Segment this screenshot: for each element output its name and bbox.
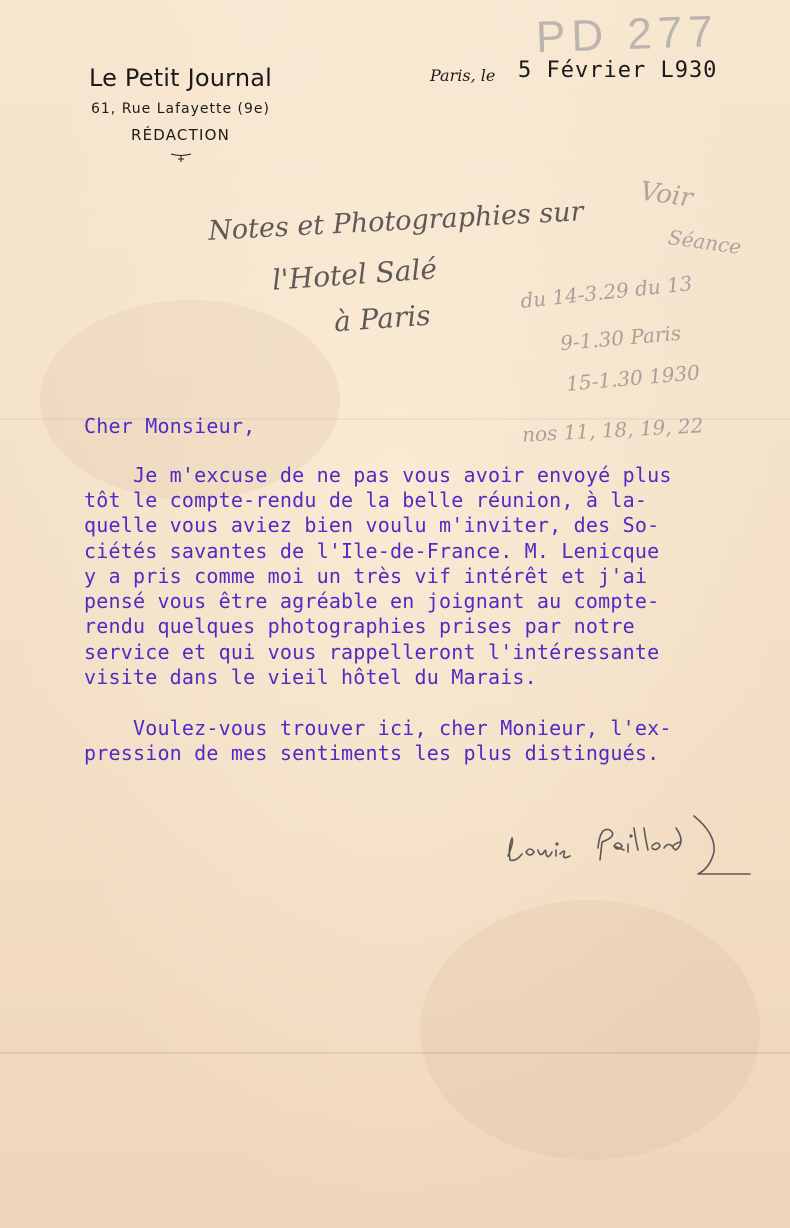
place-label: Paris, le — [430, 66, 496, 85]
paragraph-line: pression de mes sentiments les plus distingués. — [84, 741, 660, 765]
paragraph-line: Voulez-vous trouver ici, cher Monieur, l'ex- — [84, 716, 672, 740]
session-note-line: du 14-3.29 du 13 — [519, 271, 694, 313]
paper-stain — [420, 900, 760, 1160]
subject-note-line: Notes et Photographies sur — [207, 196, 585, 247]
paragraph-line: ciétés savantes de l'Ile-de-France. M. Lenicque — [84, 539, 660, 563]
call-number-annotation: PD 277 — [535, 6, 720, 63]
letterhead-title: Le Petit Journal — [88, 64, 273, 92]
paragraph-line: y a pris comme moi un très vif intérêt et j'ai — [84, 564, 648, 588]
references-note: nos 11, 18, 19, 22 — [521, 413, 704, 447]
signature — [500, 808, 760, 888]
session-note-line: 15-1.30 1930 — [565, 360, 701, 396]
paragraph-line: rendu quelques photographies prises par notre — [84, 614, 635, 638]
paragraph-line: quelle vous aviez bien voulu m'inviter, des So- — [84, 513, 660, 537]
paragraph-line: tôt le compte-rendu de la belle réunion, à la- — [84, 488, 648, 512]
paragraph-line: visite dans le vieil hôtel du Marais. — [84, 665, 537, 689]
paper-fold-line — [0, 1052, 790, 1054]
letterhead-department: RÉDACTION — [130, 126, 231, 144]
seance-annotation: Séance — [666, 225, 743, 259]
voir-annotation: Voir — [638, 176, 695, 214]
subject-note-line: à Paris — [332, 298, 432, 339]
paragraph-line: Je m'excuse de ne pas vous avoir envoyé plus — [84, 463, 672, 487]
ornament-icon — [170, 150, 192, 164]
session-note-line: 9-1.30 Paris — [559, 320, 682, 356]
paragraph-line: service et qui vous rappelleront l'intéressante — [84, 640, 660, 664]
letter-date: 5 Février L930 — [518, 58, 718, 83]
salutation: Cher Monsieur, — [84, 414, 256, 438]
subject-note-line: l'Hotel Salé — [271, 252, 438, 297]
paragraph-line: pensé vous être agréable en joignant au compte- — [84, 589, 660, 613]
letterhead-address: 61, Rue Lafayette (9e) — [90, 101, 271, 117]
